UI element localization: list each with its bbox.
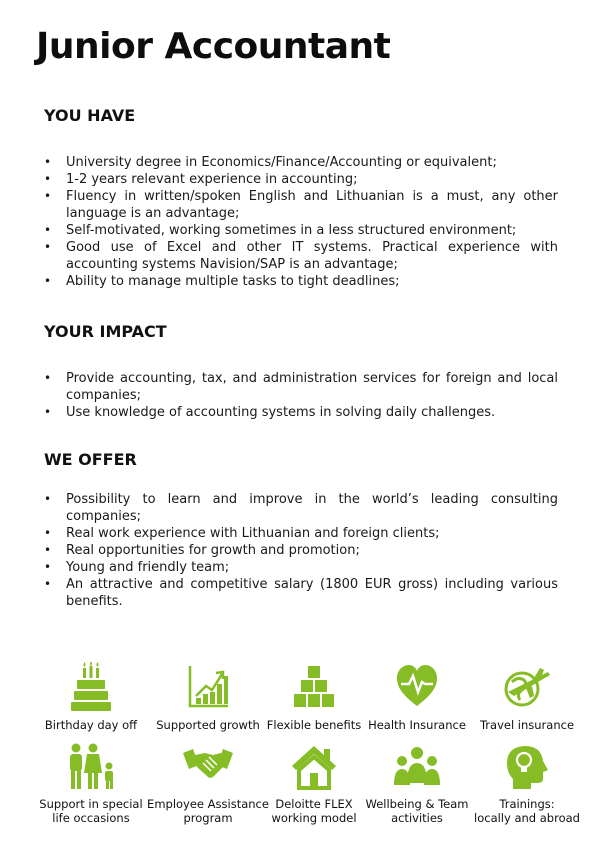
- head-lightbulb-icon: [503, 743, 551, 791]
- benefit-label: Support in special life occasions: [39, 797, 143, 825]
- family-icon: [66, 743, 116, 791]
- list-item: • 1-2 years relevant experience in accounting;: [44, 171, 558, 188]
- benefit-label: Deloitte FLEX working model: [271, 797, 357, 825]
- benefit-trainings: [465, 743, 589, 825]
- growth-chart-icon: [186, 662, 230, 712]
- list-item: • Use knowledge of accounting systems in solving daily challenges.: [44, 404, 558, 421]
- benefit-special-occasions: [29, 743, 153, 825]
- list-item: • Fluency in written/spoken English and Lithuanian is a must, any other language is an advantage;: [44, 188, 558, 222]
- page-title: Junior Accountant: [36, 26, 391, 67]
- benefit-label: Travel insurance: [479, 718, 575, 732]
- list-item: • Provide accounting, tax, and administration services for foreign and local companies;: [44, 370, 558, 404]
- list-item: • An attractive and competitive salary (1800 EUR gross) including various benefits.: [44, 576, 558, 610]
- house-icon: [290, 743, 338, 791]
- list-item: • Good use of Excel and other IT systems. Practical experience with accounting systems Navision/SAP is an advantage;: [44, 239, 558, 273]
- heart-pulse-icon: [395, 662, 439, 712]
- section-heading-we-offer: WE OFFER: [44, 450, 137, 469]
- section-heading-you-have: YOU HAVE: [44, 106, 136, 125]
- benefit-label: Wellbeing & Team activities: [365, 797, 469, 825]
- list-item: • Ability to manage multiple tasks to tight deadlines;: [44, 273, 558, 290]
- benefit-label: Trainings: locally and abroad: [474, 797, 580, 825]
- handshake-icon: [183, 743, 233, 791]
- stacked-boxes-icon: [292, 662, 336, 712]
- benefit-label: Birthday day off: [44, 718, 138, 732]
- benefit-wellbeing: [355, 743, 479, 825]
- benefit-label: Employee Assistance program: [147, 797, 269, 825]
- list-item: • Real work experience with Lithuanian and foreign clients;: [44, 525, 558, 542]
- benefit-birthday: [29, 662, 153, 732]
- benefit-label: Supported growth: [156, 718, 260, 732]
- list-item: • Real opportunities for growth and promotion;: [44, 542, 558, 559]
- list-item: • Young and friendly team;: [44, 559, 558, 576]
- benefit-health: [355, 662, 479, 732]
- birthday-cake-icon: [69, 662, 113, 712]
- you-have-list: [44, 154, 558, 290]
- benefit-travel: [465, 662, 589, 732]
- your-impact-list: [44, 370, 558, 421]
- section-heading-your-impact: YOUR IMPACT: [44, 322, 167, 341]
- list-item: • Self-motivated, working sometimes in a less structured environment;: [44, 222, 558, 239]
- globe-plane-icon: [502, 662, 552, 712]
- benefit-label: Health Insurance: [368, 718, 466, 732]
- list-item: • Possibility to learn and improve in the world’s leading consulting companies;: [44, 491, 558, 525]
- we-offer-list: [44, 491, 558, 610]
- benefit-label: Flexible benefits: [266, 718, 362, 732]
- team-icon: [392, 743, 442, 791]
- list-item: • University degree in Economics/Finance/Accounting or equivalent;: [44, 154, 558, 171]
